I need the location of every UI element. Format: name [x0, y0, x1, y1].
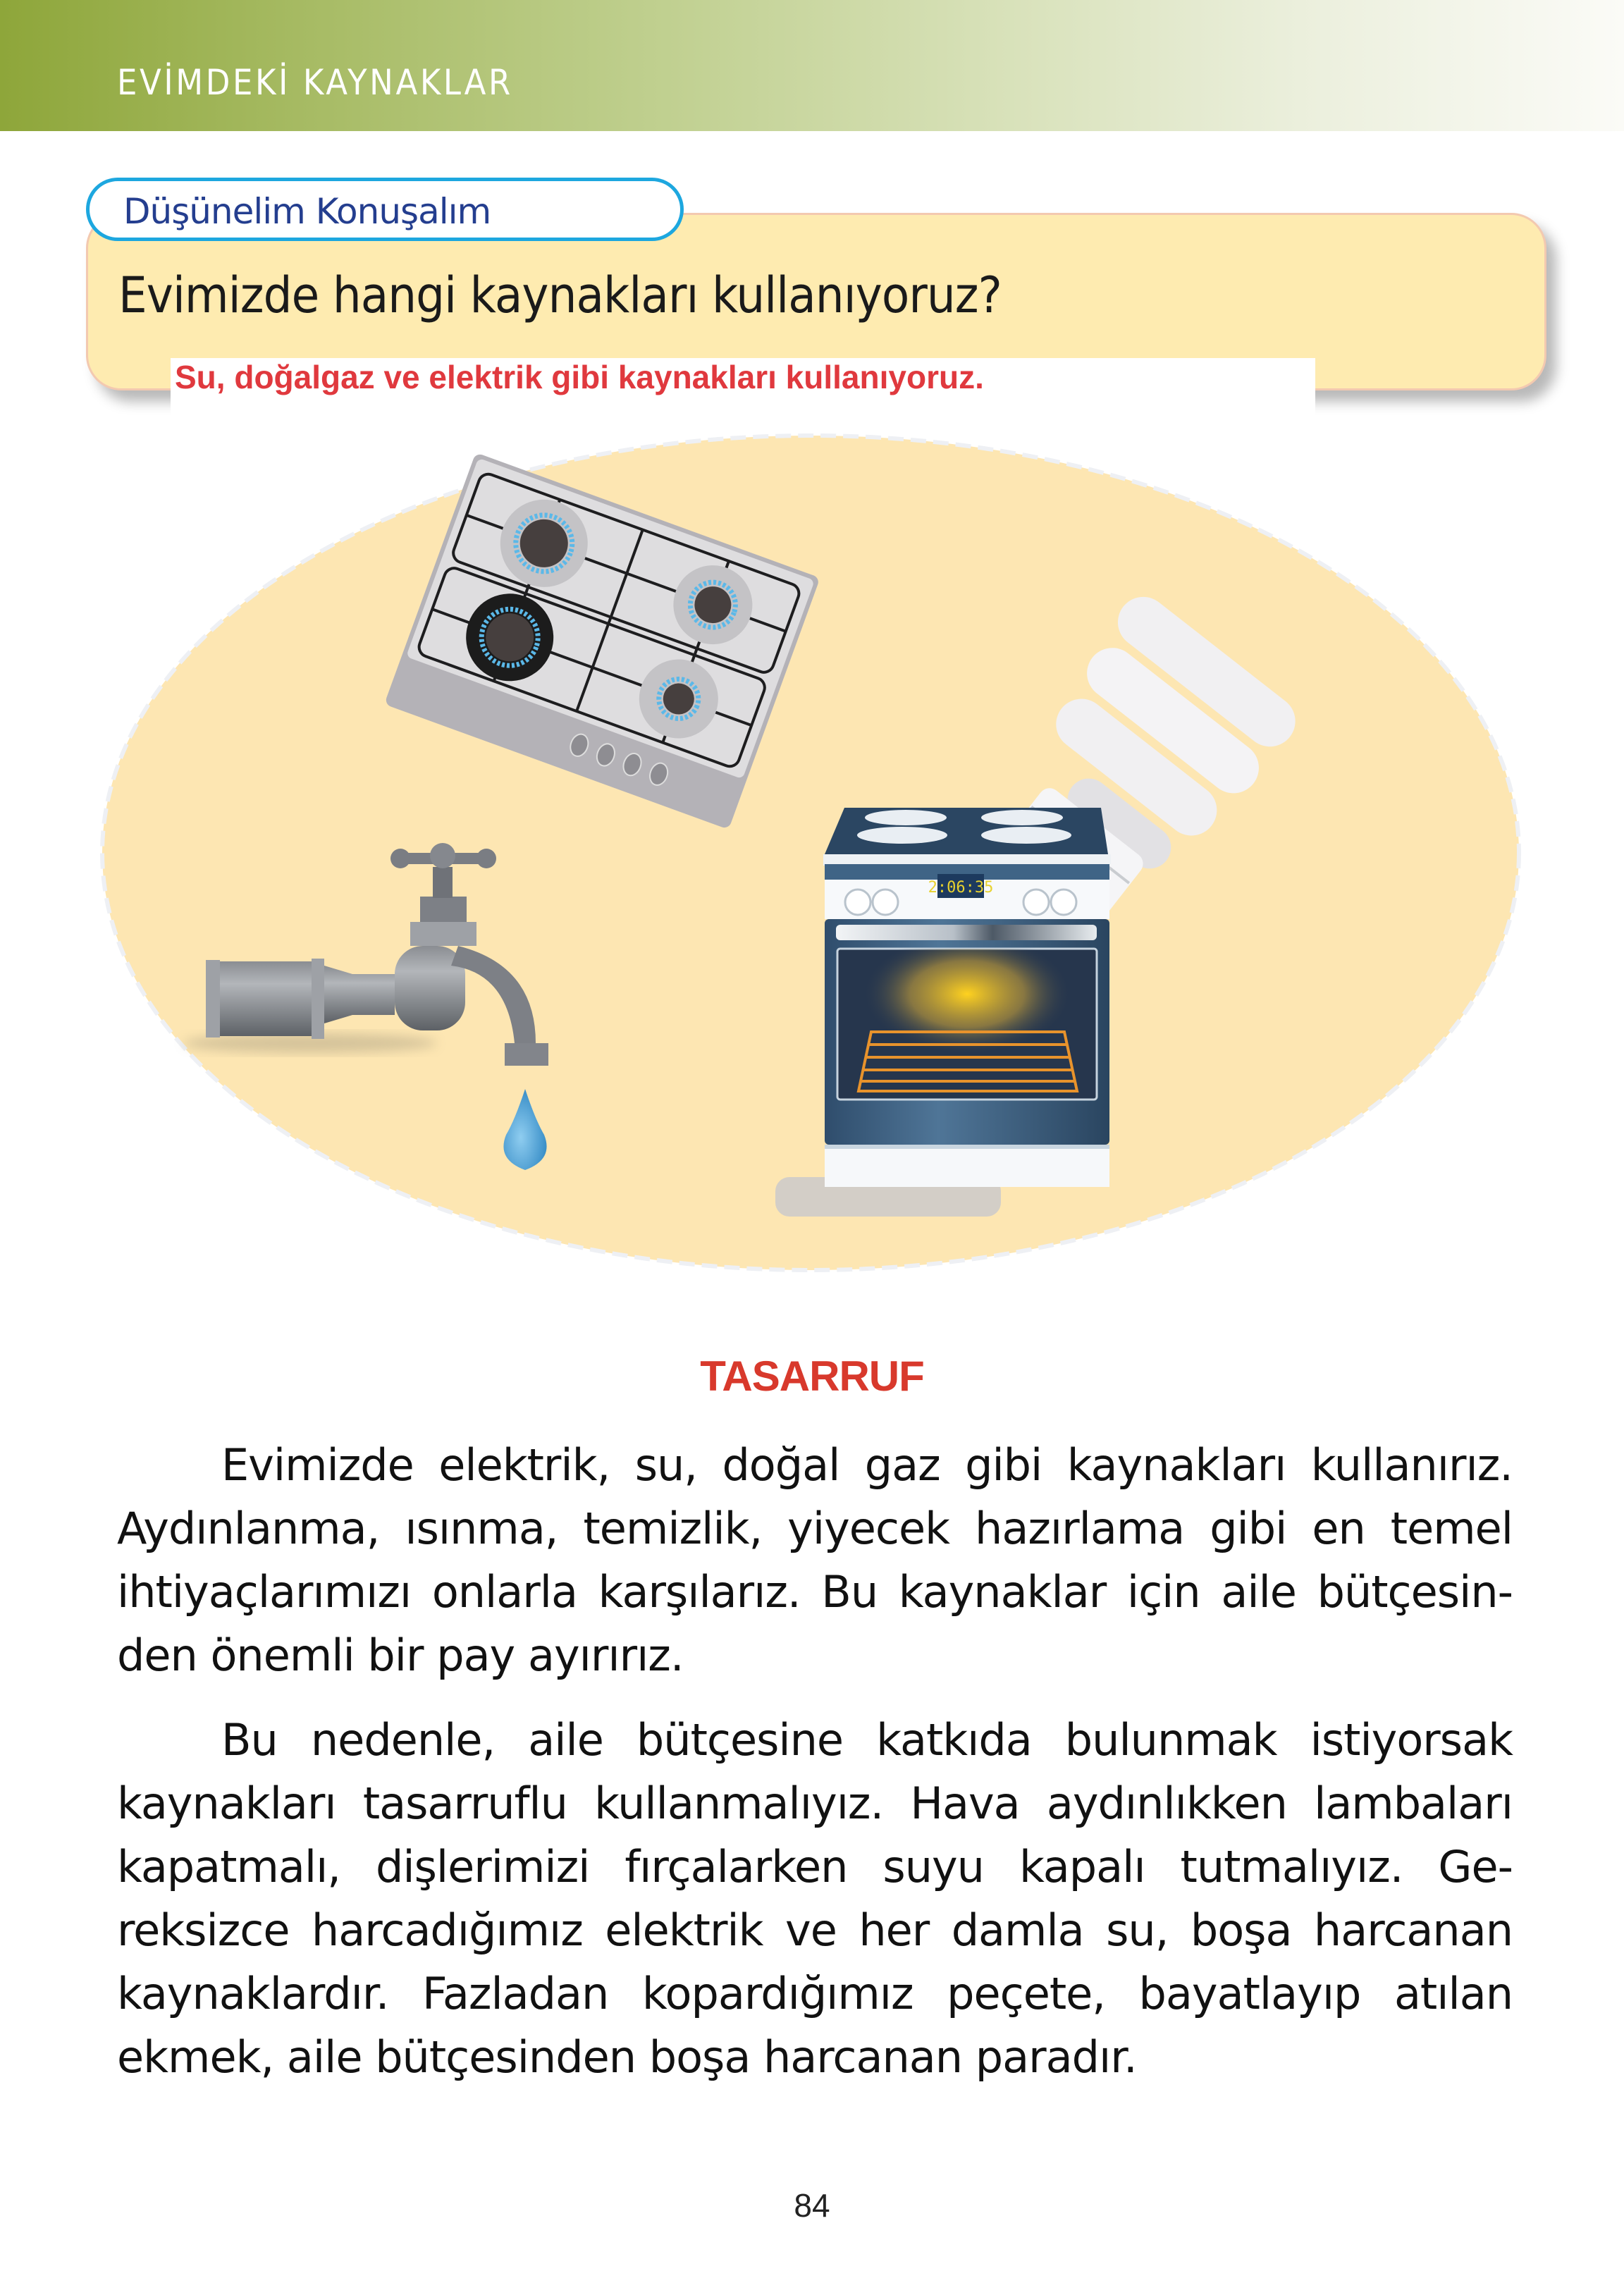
chapter-header-band [0, 0, 1624, 131]
paragraph-line: Bu nedenle, aile bütçesine katkıda bulunmak istiyorsak [221, 1714, 1513, 1766]
home-resources-illustration [85, 423, 1537, 1283]
think-talk-question: Evimizde hangi kaynakları kullanıyoruz? [118, 266, 1002, 324]
paragraph-line: kapatmalı, dişlerimizi fırçalarken suyu kapalı tutmalıyız. Ge- [117, 1841, 1513, 1892]
electric-oven-icon [775, 808, 1111, 1217]
paragraph-line: Evimizde elektrik, su, doğal gaz gibi kaynakları kullanırız. [221, 1439, 1513, 1491]
paragraph-line: reksizce harcadığımız elektrik ve her damla su, boşa harcanan [117, 1904, 1513, 1956]
paragraph-line: kaynaklardır. Fazladan kopardığımız peçete, bayatlayıp atılan [117, 1968, 1513, 2019]
think-talk-tab [86, 178, 684, 241]
paragraph-line: kaynakları tasarruflu kullanmalıyız. Hava aydınlıkken lambaları [117, 1778, 1513, 1829]
section-title: TASARRUF [700, 1353, 924, 1400]
paragraph-line: den önemli bir pay ayırırız. [117, 1630, 684, 1681]
chapter-title: EVİMDEKİ KAYNAKLAR [117, 62, 513, 103]
paragraph-line: Aydınlanma, ısınma, temizlik, yiyecek hazırlama gibi en temel [117, 1503, 1513, 1554]
oven-display: 2:06:35 [928, 879, 994, 897]
paragraph-1 [117, 1434, 1513, 1687]
think-talk-label: Düşünelim Konuşalım [123, 191, 491, 232]
answer-field[interactable] [171, 358, 1315, 417]
paragraph-2 [117, 1709, 1513, 2089]
answer-text: Su, doğalgaz ve elektrik gibi kaynakları kullanıyoruz. [175, 359, 984, 395]
paragraph-line: ihtiyaçlarımızı onlarla karşılarız. Bu kaynaklar için aile bütçesin- [117, 1566, 1513, 1618]
paragraph-line: ekmek, aile bütçesinden boşa harcanan paradır. [117, 2031, 1137, 2083]
page-number: 84 [794, 2187, 830, 2224]
